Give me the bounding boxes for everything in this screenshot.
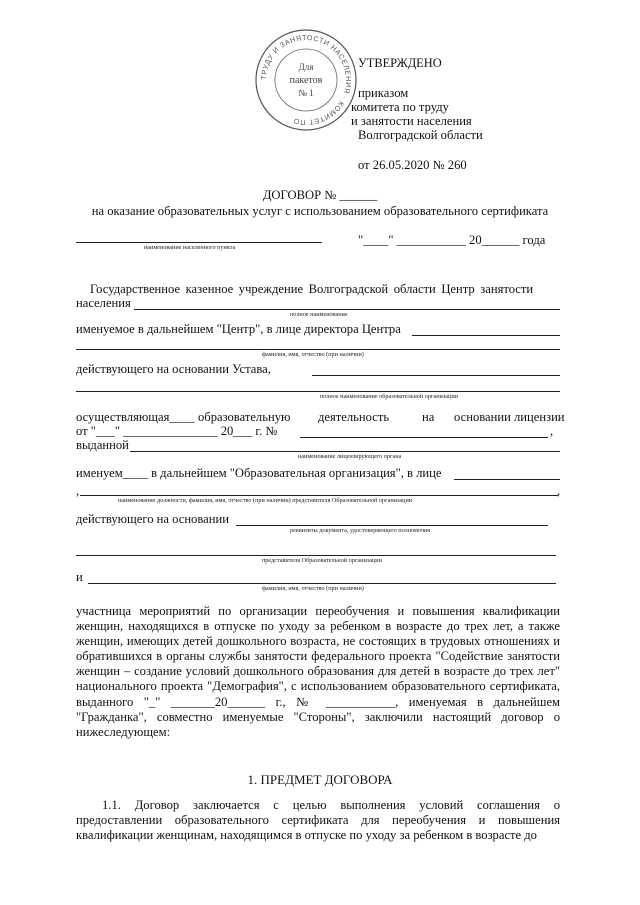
- place-caption: наименование населенного пункта: [144, 244, 236, 251]
- director-line-1: [412, 335, 560, 336]
- approval-line-3: и занятости населения: [351, 114, 472, 128]
- licence-date: от "___" _______________ 20___ г. №: [76, 424, 278, 438]
- licensing-body-line: [130, 451, 560, 452]
- approval-line-4: Волгоградской области: [358, 128, 483, 142]
- caption-doc: реквизиты документа, удостоверяющего полномочия: [290, 527, 431, 534]
- approval-line-2: комитета по труду: [351, 100, 449, 114]
- licence-number-line: [300, 437, 548, 438]
- org-name-line-2: [76, 391, 560, 392]
- licence-comma: ,: [550, 424, 554, 438]
- acting-basis: действующего на основании: [76, 512, 229, 526]
- licence-word-4: на: [422, 410, 435, 424]
- and-label: и: [76, 570, 83, 584]
- approval-line-1: приказом: [358, 86, 409, 100]
- caption-org-rep: представителя Образовательной организации: [262, 557, 382, 564]
- contract-date: "____" ___________ 20______ года: [358, 233, 546, 247]
- caption-full-name: полное наименование: [290, 311, 348, 318]
- svg-text:Для: Для: [298, 62, 314, 72]
- caption-licensing: наименование лицензирующего органа: [298, 453, 402, 460]
- svg-text:№ 1: № 1: [298, 88, 314, 98]
- licence-word-1: осуществляющая____: [76, 410, 195, 424]
- rep-line-2: [80, 495, 558, 496]
- caption-rep: наименование должности, фамилия, имя, отчество (при наличии) представителя Образовательной организации: [118, 497, 413, 504]
- rep-comma-left: ,: [76, 484, 80, 498]
- licence-word-3: деятельность: [318, 410, 390, 424]
- licence-word-5: основании: [454, 410, 511, 424]
- approval-title: УТВЕРЖДЕНО: [358, 56, 442, 70]
- place-line: [76, 242, 322, 243]
- center-name-line1: Государственное казенное учреждение Волгоградской области Центр занятости: [90, 282, 534, 296]
- named-org: именуем____ в дальнейшем "Образовательная организация", в лице: [76, 466, 442, 480]
- center-name-line2: населения: [76, 296, 131, 310]
- caption-fio-2: фамилия, имя, отчество (при наличии): [262, 585, 364, 592]
- citizen-name-line: [88, 583, 556, 584]
- director-line-2: [76, 349, 560, 350]
- org-name-line-1: [312, 375, 560, 376]
- contract-subtitle: на оказание образовательных услуг с использованием образовательного сертификата: [91, 204, 549, 218]
- rep-line-1: [454, 479, 560, 480]
- section-1-paragraph-1: 1.1. Договор заключается с целью выполнения условий соглашения о предоставлении образовательного сертификата для переобучения и повышения квалификации женщинам, находящимся в отпуске по уходу за ребенком в возрасте до: [76, 798, 560, 843]
- main-paragraph: участница мероприятий по организации переобучения и повышения квалификации женщин, находящихся в отпуске по уходу за ребенком в возрасте до трех лет, а также женщин, имеющих детей дошкольного возраста, не состоящих в трудовых отношениях и обратившихся в органы службы занятости федерального проекта "Содействие занятости женщин – создание условий дошкольного образования для детей в возрасте до трех лет" национального проекта "Демография", с использованием образовательного сертификата, выданного "_" _______20______ г., № ___________, именуемая в дальнейшем "Гражданка", совместно именуемые "Стороны", заключили настоящий договор о нижеследующем:: [76, 604, 560, 739]
- licence-word-2: образовательную: [198, 410, 291, 424]
- caption-org-full: полное наименование образовательной организации: [320, 393, 458, 400]
- doc-line: [236, 525, 548, 526]
- org-rep-line: [76, 555, 556, 556]
- issued-label: выданной: [76, 438, 129, 452]
- acting-charter: действующего на основании Устава,: [76, 362, 271, 376]
- licence-word-6: лицензии: [514, 410, 565, 424]
- caption-fio-1: фамилия, имя, отчество (при наличии): [262, 351, 364, 358]
- svg-text:пакетов: пакетов: [289, 75, 323, 86]
- contract-title: ДОГОВОР № ______: [262, 188, 378, 202]
- center-name-line: [134, 309, 560, 310]
- rep-comma-right: ,: [557, 484, 561, 498]
- approval-date: от 26.05.2020 № 260: [358, 158, 467, 172]
- named-center: именуемое в дальнейшем "Центр", в лице директора Центра: [76, 322, 401, 336]
- seal-stamp: [254, 28, 358, 132]
- svg-text:ТРУДУ И ЗАНЯТОСТИ НАСЕЛЕНИЯ ·: ТРУДУ И ЗАНЯТОСТИ НАСЕЛЕНИЯ · КОМИТЕТ ПО: [258, 32, 354, 128]
- section-1-heading: 1. ПРЕДМЕТ ДОГОВОРА: [247, 772, 393, 787]
